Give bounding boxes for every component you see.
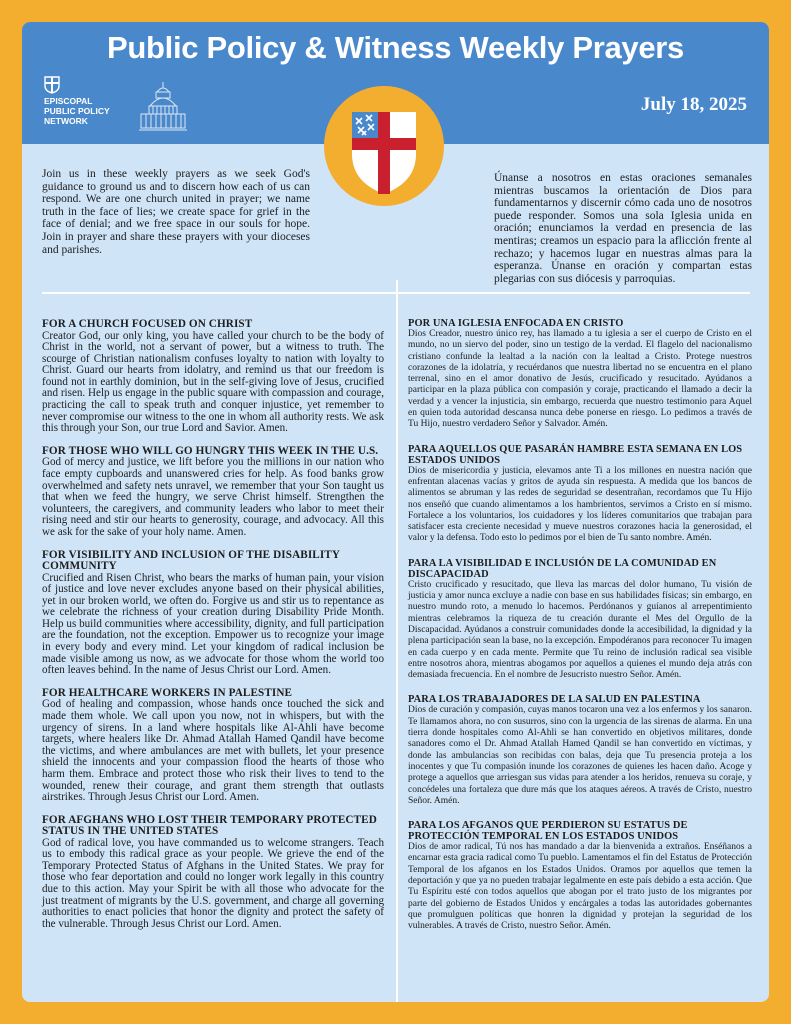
- prayer-en-church: [42, 319, 384, 435]
- episcopal-cross-icon: [44, 76, 60, 94]
- prayer-body: Dios de misericordia y justicia, elevamos ante Ti a los millones en nuestra nación que enfrentan alacenas vacías y gritos de ayuda sin respuesta. A medida que los bancos de alimentos se abruman y las redes de seguridad se desentrañan, recordamos que Tu Hijo nos enseñó que cuando alimentamos a los hambrientos, servimos a Cristo en sí mismo. Fortalece a los voluntarios, los cuidadores y los líderes comunitarios que trabajan para satisfacer esta creciente necesidad y mueve nuestros corazones hacia la generosidad, el valor y la defensa. Todo esto lo pedimos por el bien de Tu santo nombre. Amén.: [408, 465, 752, 544]
- prayer-heading: PARA LOS AFGANOS QUE PERDIERON SU ESTATUS DE PROTECCIÓN TEMPORAL EN LOS ESTADOS UNIDOS: [408, 820, 688, 843]
- episcopal-shield-seal: [322, 84, 446, 208]
- prayer-es-iglesia: [408, 318, 752, 431]
- prayer-heading: PARA LOS TRABAJADORES DE LA SALUD EN PALESTINA: [408, 694, 701, 706]
- prayer-sheet: [22, 22, 769, 1002]
- prayer-body: Dios Creador, nuestro único rey, has llamado a tu iglesia a ser el cuerpo de Cristo en el mundo, no un siervo del poder, sino un testigo de la verdad. El flagelo del nacionalismo cristiano confunde la lealtad a la nación con la lealtad a Cristo. Protege nuestros corazones de la idolatría, y recuérdanos que nuestra libertad no se encuentra en el plano terrenal, sino en el amor donativo de Jesús, crucificado y resucitado. Ayúdanos a participar en la plaza pública con compasión y coraje, practicando el llamado a decir la verdad y a vencer la injusticia, sin embargo, recuerda que nuestro testimonio para Aquel en quien toda autoridad descansa nunca debe ponerse en riesgo. Lo pedimos a través de Tu Hijo, nuestro verdadero Señor y Salvador. Amén.: [408, 329, 752, 430]
- prayer-body: God of mercy and justice, we lift before you the millions in our nation who face empty cupboards and unanswered cries for help. As food banks grow overwhelmed and safety nets unravel, we remember that your Son taught us that when we feed the hungry, we serve Christ himself. Strengthen the volunteers, the caregivers, and community leaders who labor to meet their rising need and stir our hearts to generosity, courage, and advocacy. All this we ask for the sake of your holy name. Amen.: [42, 456, 384, 538]
- prayer-en-healthcare: [42, 688, 384, 804]
- logo-line-2: PUBLIC POLICY: [44, 106, 110, 116]
- prayer-heading: PARA AQUELLOS QUE PASARÁN HAMBRE ESTA SEMANA EN LOS ESTADOS UNIDOS: [408, 443, 743, 466]
- episcopal-public-policy-network-logo: [44, 76, 184, 136]
- prayer-es-discapacidad: [408, 558, 752, 682]
- prayer-heading: FOR HEALTHCARE WORKERS IN PALESTINE: [42, 686, 293, 699]
- logo-line-1: EPISCOPAL: [44, 96, 93, 106]
- prayer-es-salud: [408, 694, 752, 807]
- english-prayers-column: [42, 319, 384, 941]
- spanish-prayers-column: [408, 318, 752, 945]
- prayer-body: Creator God, our only king, you have called your church to be the body of Christ in the world, not a servant of power, but a witness to truth. The scourge of Christian nationalism confuses loyalty to nation with loyalty to Christ. Guard our hearts from idolatry, and remind us that our freedom is found not in earthly dominion, but in the self-giving love of Jesus, crucified and risen. Help us engage in the public square with compassion and courage, practicing the call to speak truth and conquer injustice, yet remember to never compromise our witness to the one in whom all authority rests. We ask this through your Son, our true Lord and Savior. Amen.: [42, 329, 384, 435]
- capitol-dome-icon: [138, 80, 188, 132]
- prayer-heading: FOR A CHURCH FOCUSED ON CHRIST: [42, 318, 253, 330]
- intro-spanish: Únanse a nosotros en estas oraciones semanales mientras buscamos la orientación de Dios para fundamentarnos y discernir cómo cada uno de nosotros puede responder. Somos una sola Iglesia unida en oración; enunciamos la verdad en presencia de las mentiras; creamos un espacio para la aflicción frente al rechazo; y hacemos lugar en nuestras almas para la esperanza. Únanse en oración y compartan estas plegarias con sus diócesis y parroquias.: [494, 172, 752, 285]
- logo-text: [44, 96, 144, 126]
- prayer-heading: PARA LA VISIBILIDAD E INCLUSIÓN DE LA COMUNIDAD EN DISCAPACIDAD: [408, 557, 717, 580]
- prayer-body: Crucified and Risen Christ, who bears the marks of human pain, your vision of justice and love never excludes anyone based on their physical abilities, yet in our broken world, we often do. Forgive us and stir us to repentance as we celebrate the richness of your creation during Disability Pride Month. Help us build communities where accessibility, dignity, and full participation are the foundation, not the exception. Empower us to recognize your image in every body and every mind. Let your kingdom of radical inclusion be made visible among us now, as we advocate for those whom the world too often leaves behind. In the name of Jesus Christ our Lord. Amen.: [42, 571, 384, 677]
- intro-english: Join us in these weekly prayers as we seek God's guidance to ground us and to discern how each of us can respond. We are one church united in prayer; we name truth in the face of lies; we create space for grief in the face of denial; and we free space in our souls for hope. Join in prayer and share these prayers with your dioceses and parishes.: [42, 168, 310, 256]
- prayer-body: Dios de curación y compasión, cuyas manos tocaron una vez a los enfermos y los sanaron. Te llamamos ahora, no con susurros, sino con la urgencia de las sirenas de alarma. En una tierra donde hospitales como Al-Ahli se han convertido en objetivos militares, donde sanadores como el Dr. Ahmad Atallah Hamed Qandil se han convertido en víctimas, y donde las ambulancias son recibidas con balas, deja que Tu presencia proteja a los inocentes y que Tu compasión inunde los corazones de quienes les hacen daño. Acoge y protege a aquellos que arriesgan sus vidas para atender a los heridos, renueva su coraje, y concédeles una fortaleza que dure más que los ataques aéreos. A través de Cristo, nuestro Señor. Amén.: [408, 705, 752, 806]
- prayer-body: God of healing and compassion, whose hands once touched the sick and made them whole. We call upon you now, not in whispers, but with the urgency of sirens. In a land where hospitals like Al-Ahli have become targets, where healers like Dr. Ahmad Atallah Hamed Qandil have become the victims, and where ambulances are met with bullets, let your presence shield the innocents and your compassion flood the hearts of those who harm them. Embrace and protect those who risk their lives to tend to the wounded, renew their courage, and grant them strength that outlasts airstrikes. Through Jesus Christ our Lord. Amen.: [42, 698, 384, 804]
- prayer-heading: POR UNA IGLESIA ENFOCADA EN CRISTO: [408, 318, 624, 329]
- logo-line-3: NETWORK: [44, 116, 88, 126]
- prayer-heading: FOR VISIBILITY AND INCLUSION OF THE DISABILITY COMMUNITY: [42, 548, 340, 572]
- column-divider: [396, 280, 398, 1002]
- prayer-es-hambre: [408, 444, 752, 545]
- prayer-heading: FOR THOSE WHO WILL GO HUNGRY THIS WEEK IN THE U.S.: [42, 444, 379, 457]
- issue-date: July 18, 2025: [640, 94, 747, 115]
- prayer-en-disability: [42, 550, 384, 677]
- prayer-body: Cristo crucificado y resucitado, que lleva las marcas del dolor humano, Tu visión de justicia y amor nunca excluye a nadie con base en sus habilidades físicas; sin embargo, en nuestro mundo roto, a menudo lo hacemos. Perdónanos y guíanos al arrepentimiento mientras celebramos la riqueza de tu creación durante el Mes del Orgullo de la Discapacidad. Ayúdanos a construir comunidades donde la accesibilidad, la dignidad y la plena participación sean la base, no la excepción. Empodéranos para reconocer Tu imagen en cada cuerpo y en cada mente. Permite que Tu reino de inclusión radical sea visible entre nosotros ahora, mientras abogamos por aquellos a quienes el mundo deja atrás con demasiada frecuencia. En el nombre de Jesucristo nuestro Señor. Amén.: [408, 579, 752, 681]
- prayer-heading: FOR AFGHANS WHO LOST THEIR TEMPORARY PROTECTED STATUS IN THE UNITED STATES: [42, 813, 377, 838]
- prayer-body: Dios de amor radical, Tú nos has mandado a dar la bienvenida a extraños. Enséñanos a encarnar esta gracia radical como Tu pueblo. Lamentamos el fin del Estatus de Protección Temporal de los afganos en los Estados Unidos. Oramos por aquellos que temen la deportación y que ya no pueden trabajar legalmente en este país debido a esta acción. Que Tu Espíritu esté con todos aquellos que abogan por el trato justo de los migrantes por parte del gobierno de Estados Unidos y encárgales a todas las autoridades gobernantes que promulguen políticas que honren la dignidad y protejan la seguridad de los vulnerables. A través de Cristo, nuestro Señor. Amén.: [408, 842, 752, 932]
- prayer-body: God of radical love, you have commanded us to welcome strangers. Teach us to embody this radical grace as your people. We grieve the end of the Temporary Protected Status of Afghans in the United States. We pray for those who fear deportation and could no longer work legally in this country due to this action. May your Spirit be with all those who advocate for the just treatment of migrants by the U.S. government, and charge all governing authorities to enact policies that honor the dignity and protect the safety of the vulnerable. Through Jesus Christ our Lord. Amen.: [42, 836, 384, 930]
- prayer-en-hunger: [42, 446, 384, 539]
- prayer-es-afganos: [408, 820, 752, 932]
- prayer-en-afghans: [42, 815, 384, 931]
- page-title: Public Policy & Witness Weekly Prayers: [106, 30, 684, 65]
